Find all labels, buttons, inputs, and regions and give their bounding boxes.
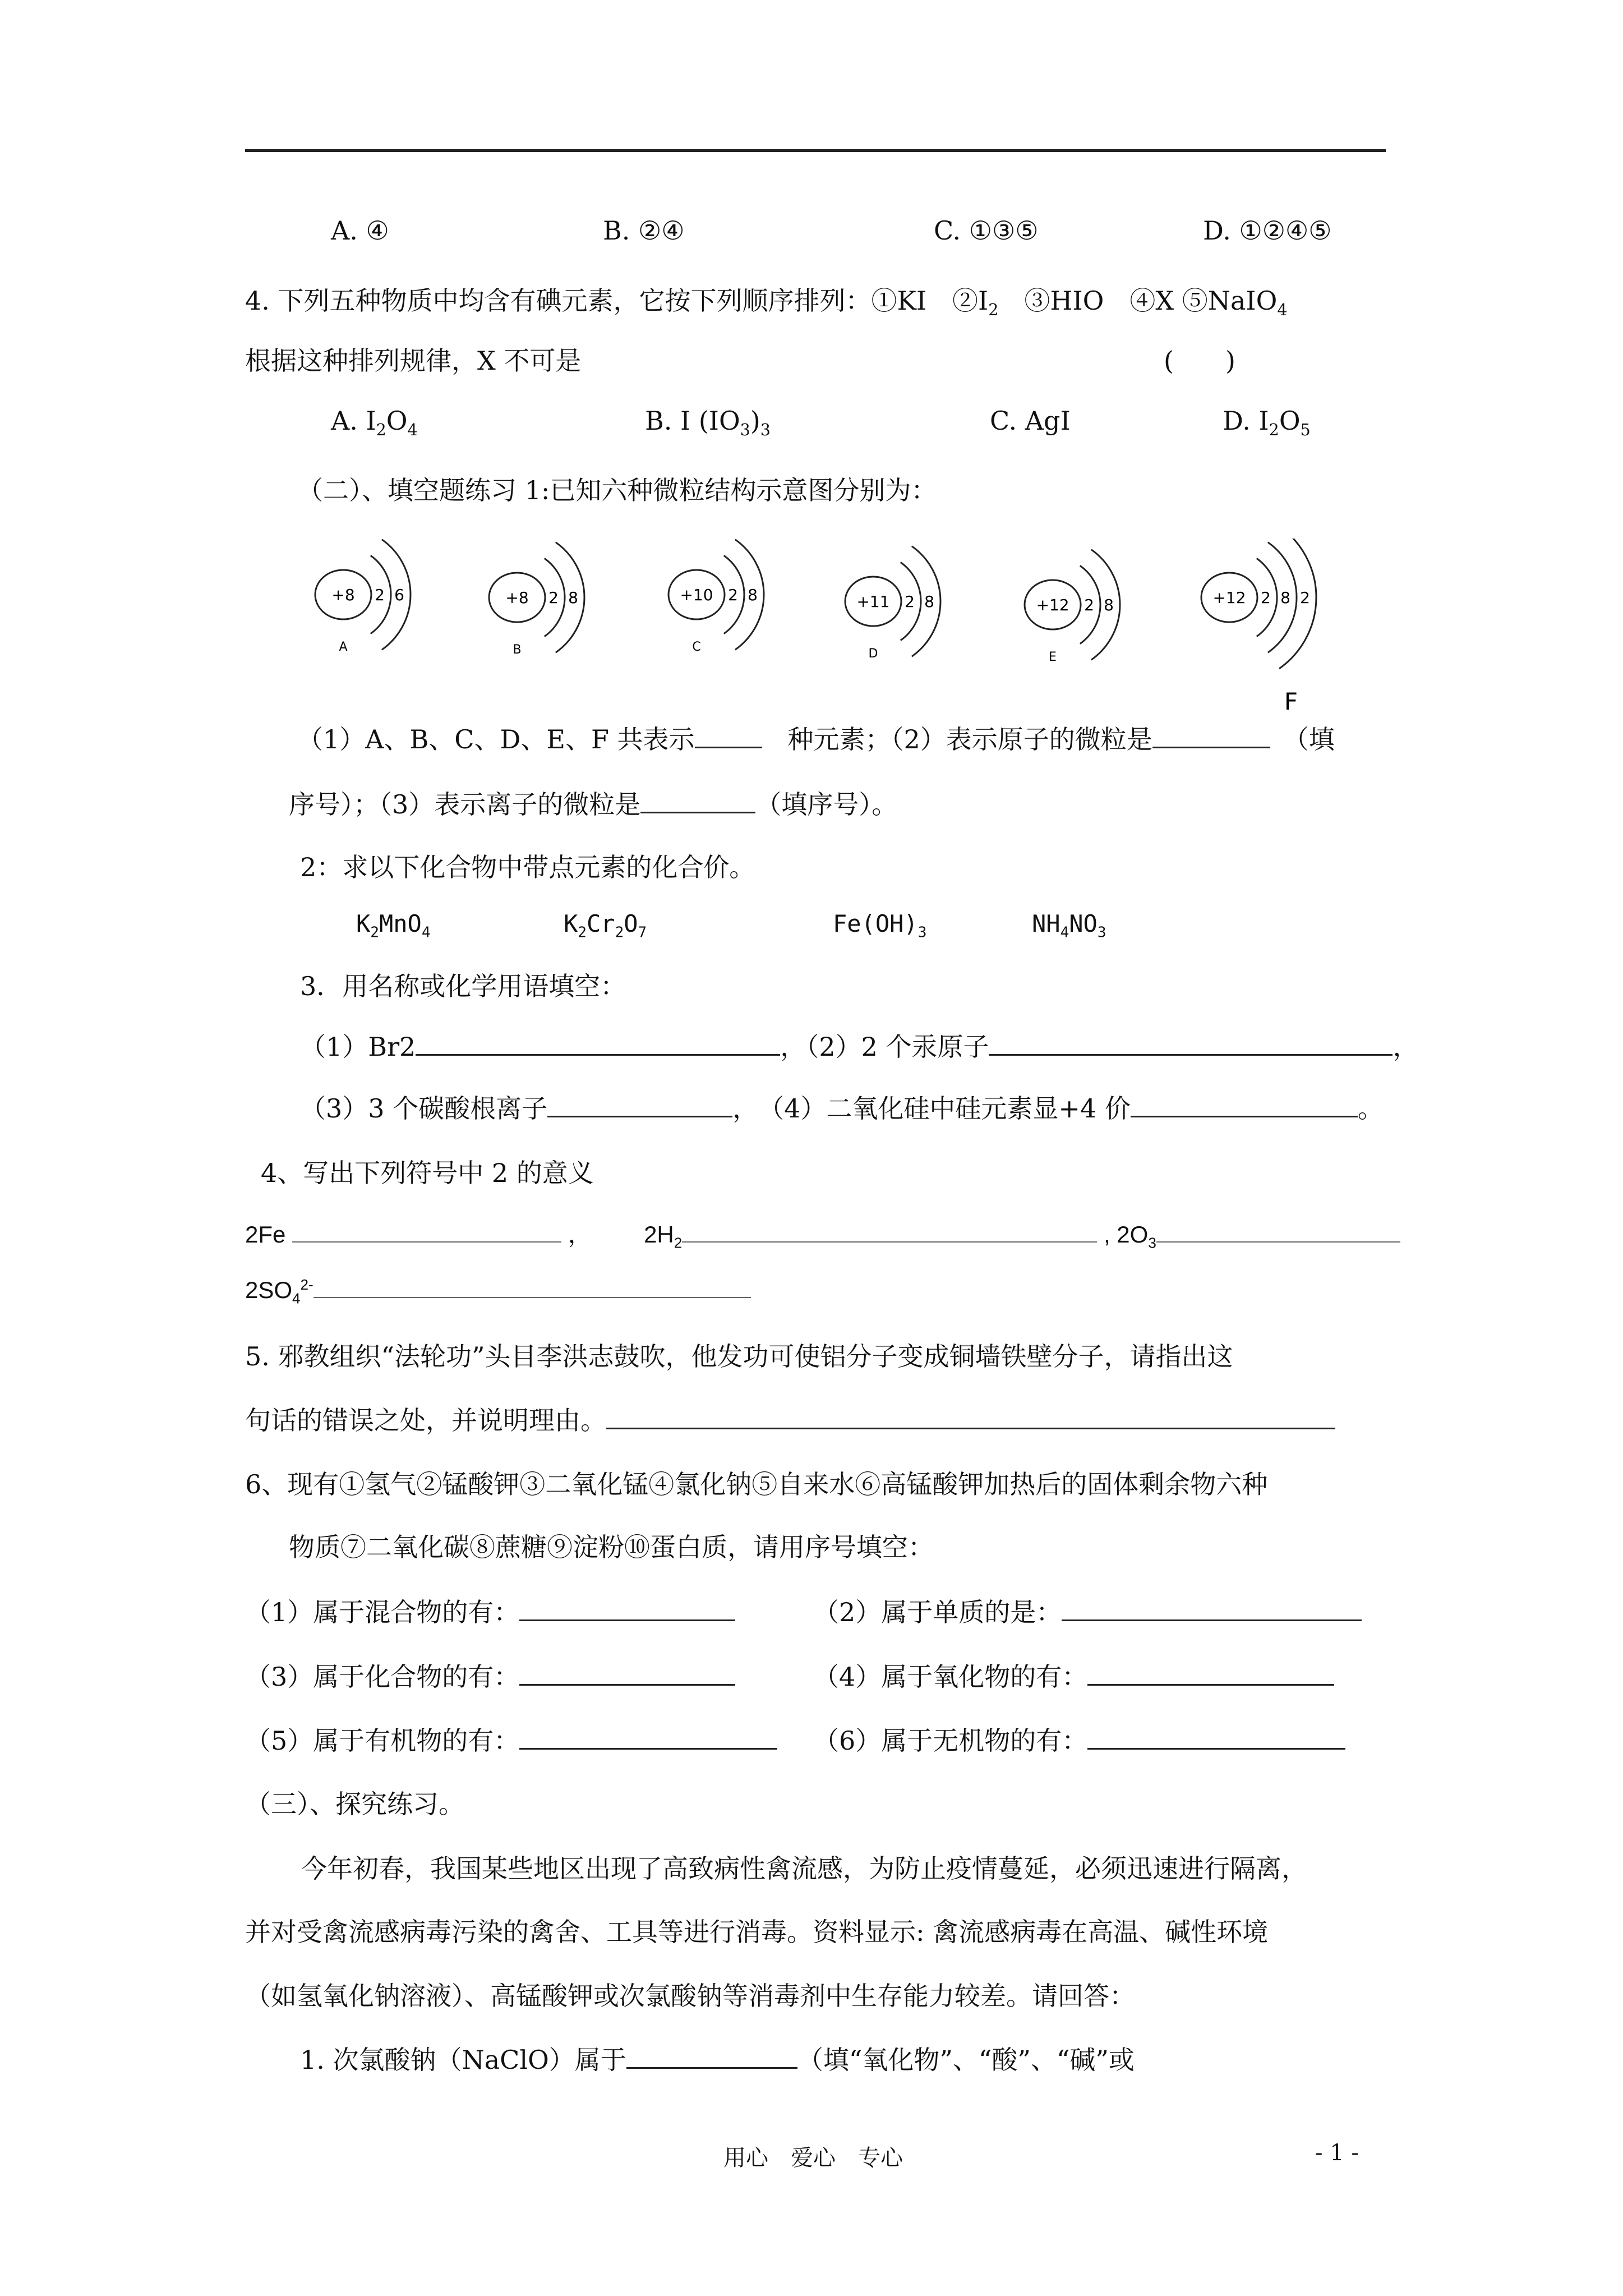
s2-q6-line2: 物质⑦二氧化碳⑧蔗糖⑨淀粉⑩蛋白质，请用序号填空：	[289, 1532, 934, 1562]
q4-option-b: B. I $(IO_3)_3$	[645, 406, 771, 440]
q4-question-line1: 4. 下列五种物质中均含有碘元素，它按下列顺序排列：①KI $②I_2$ ③HIO ④X ⑤NaIO$_4$	[245, 286, 1288, 320]
blank-2o3[interactable]	[1156, 1218, 1400, 1243]
compound-k2mno4: $K_2MnO_4$	[356, 910, 431, 941]
blank-so4[interactable]	[313, 1273, 751, 1298]
atom-A	[315, 540, 411, 654]
s2-q2: 2：求以下化合物中带点元素的化合价。	[300, 852, 755, 882]
q3-option-d: D. ①②④⑤	[1203, 215, 1332, 246]
blank-elements[interactable]	[1062, 1594, 1362, 1621]
s2-q4-line2: $2SO_4^{2-}$	[245, 1273, 751, 1307]
header-rule	[245, 149, 1386, 152]
s2-q1-line1: （1）A、B、C、D、E、F 共表示 种元素；（2）表示原子的微粒是 （填	[297, 719, 1335, 756]
blank-oxides[interactable]	[1087, 1658, 1334, 1686]
atom-F	[1201, 539, 1316, 715]
section3-para-line3: （如氢氧化钠溶液）、高锰酸钾或次氯酸钠等消毒剂中生存能力较差。请回答：	[245, 1981, 1135, 2011]
q4-option-d: D. $I_2O_5$	[1223, 406, 1311, 440]
s2-q4-line1: 2Fe ， $2H_2$ , $2O_3$	[245, 1216, 1400, 1251]
s2-q4: 4、写出下列符号中 2 的意义	[261, 1158, 594, 1188]
nucleus-charge: +10	[680, 586, 713, 604]
q4-question-line2: 根据这种排列规律，X 不可是	[245, 346, 582, 376]
compound-feoh3: $Fe(OH)_3$	[833, 910, 927, 941]
blank-atoms[interactable]	[1152, 721, 1270, 748]
s2-q1-line2: 序号）；（3）表示离子的微粒是 （填序号）。	[289, 784, 897, 821]
atom-C	[668, 540, 764, 654]
q3-option-b: B. ②④	[603, 215, 685, 246]
atom-B	[489, 542, 584, 657]
blank-carbonate[interactable]	[547, 1090, 732, 1117]
s2-q6-line1: 6、现有①氢气②锰酸钾③二氧化锰④氯化钠⑤自来水⑥高锰酸钾加热后的固体剩余物六种	[245, 1469, 1268, 1499]
q4-answer-paren: ( )	[1164, 346, 1235, 376]
blank-2fe[interactable]	[292, 1218, 561, 1243]
atom-label: F	[1284, 688, 1298, 715]
atom-label: C	[692, 640, 701, 654]
s2-q3: 3．用名称或化学用语填空：	[300, 971, 626, 1001]
atom-label: B	[513, 643, 522, 657]
q4-option-a: A. $I_2O_4$	[331, 406, 418, 440]
shell-electron-count: 2	[1084, 596, 1094, 614]
blank-silicon[interactable]	[1131, 1090, 1358, 1117]
blank-mercury[interactable]	[989, 1028, 1393, 1056]
atom-label: E	[1049, 650, 1057, 664]
atom-D	[845, 546, 940, 661]
s2-q6-2: （2）属于单质的是：	[813, 1592, 1362, 1629]
blank-q5[interactable]	[606, 1402, 1335, 1429]
s2-q6-5: （5）属于有机物的有：	[245, 1720, 777, 1757]
s2-q3-line2: （3）3 个碳酸根离子 ， （4）二氧化硅中硅元素显+4 价 。	[300, 1088, 1384, 1125]
compound-k2cr2o7: $K_2Cr_2O_7$	[564, 910, 647, 941]
s2-q6-1: （1）属于混合物的有：	[245, 1592, 735, 1629]
shell-electron-count: 8	[1280, 588, 1290, 607]
atom-label: A	[339, 640, 348, 654]
footer-motto: 用心 爱心 专心	[723, 2145, 903, 2171]
shell-electron-count: 2	[548, 588, 559, 607]
atom-diagrams	[303, 539, 1424, 724]
atom-E	[1025, 550, 1120, 664]
q3-option-a: A. ④	[331, 215, 389, 246]
section3-para-line2: 并对受禽流感病毒污染的禽舍、工具等进行消毒。资料显示: 禽流感病毒在高温、碱性环境	[245, 1917, 1269, 1947]
q4-option-c: C. AgI	[990, 406, 1071, 436]
blank-organic[interactable]	[519, 1722, 777, 1750]
shell-electron-count: 2	[905, 592, 915, 611]
page-number: - 1 -	[1315, 2140, 1359, 2166]
section3-heading: （三）、探究练习。	[245, 1789, 464, 1819]
shell-electron-count: 2	[728, 586, 738, 604]
nucleus-charge: +11	[856, 592, 890, 611]
shell-electron-count: 2	[1300, 588, 1310, 607]
shell-electron-count: 8	[924, 592, 934, 611]
blank-ions[interactable]	[640, 786, 755, 813]
blank-br2[interactable]	[416, 1028, 780, 1056]
nucleus-charge: +8	[505, 588, 529, 607]
shell-electron-count: 2	[1261, 588, 1271, 607]
blank-compounds[interactable]	[519, 1658, 735, 1686]
q3-option-c: C. ①③⑤	[934, 215, 1039, 246]
blank-element-count[interactable]	[695, 721, 762, 748]
s2-q5-line1: 5. 邪教组织“法轮功”头目李洪志鼓吹，他发功可使铝分子变成铜墙铁壁分子，请指出这	[245, 1341, 1233, 1372]
nucleus-charge: +12	[1036, 596, 1069, 614]
nucleus-charge: +8	[331, 586, 355, 604]
s2-q3-line1: （1）Br2 ，（2）2 个汞原子 ，	[300, 1027, 1418, 1064]
compound-nh4no3: $NH_4NO_3$	[1032, 910, 1106, 941]
s2-q6-6: （6）属于无机物的有：	[813, 1720, 1345, 1757]
s2-q6-3: （3）属于化合物的有：	[245, 1657, 735, 1694]
blank-naclo[interactable]	[626, 2041, 797, 2069]
shell-electron-count: 8	[1104, 596, 1114, 614]
blank-mixtures[interactable]	[519, 1594, 735, 1621]
section3-q1: 1. 次氯酸钠（NaClO）属于 （填“氧化物”、“酸”、“碱”或	[300, 2040, 1135, 2077]
section2-heading: （二）、填空题练习 1:已知六种微粒结构示意图分别为：	[297, 475, 937, 505]
section3-para-line1: 今年初春，我国某些地区出现了高致病性禽流感，为防止疫情蔓延，必须迅速进行隔离，	[301, 1853, 1307, 1884]
shell-electron-count: 2	[375, 586, 385, 604]
shell-electron-count: 8	[568, 588, 578, 607]
s2-q6-4: （4）属于氧化物的有：	[813, 1657, 1334, 1694]
atom-label: D	[868, 647, 878, 661]
s2-q5-line2: 句话的错误之处，并说明理由。	[245, 1400, 1335, 1437]
nucleus-charge: +12	[1212, 588, 1246, 607]
blank-2h2[interactable]	[682, 1218, 1097, 1243]
blank-inorganic[interactable]	[1087, 1722, 1345, 1750]
shell-electron-count: 6	[394, 586, 404, 604]
shell-electron-count: 8	[748, 586, 758, 604]
